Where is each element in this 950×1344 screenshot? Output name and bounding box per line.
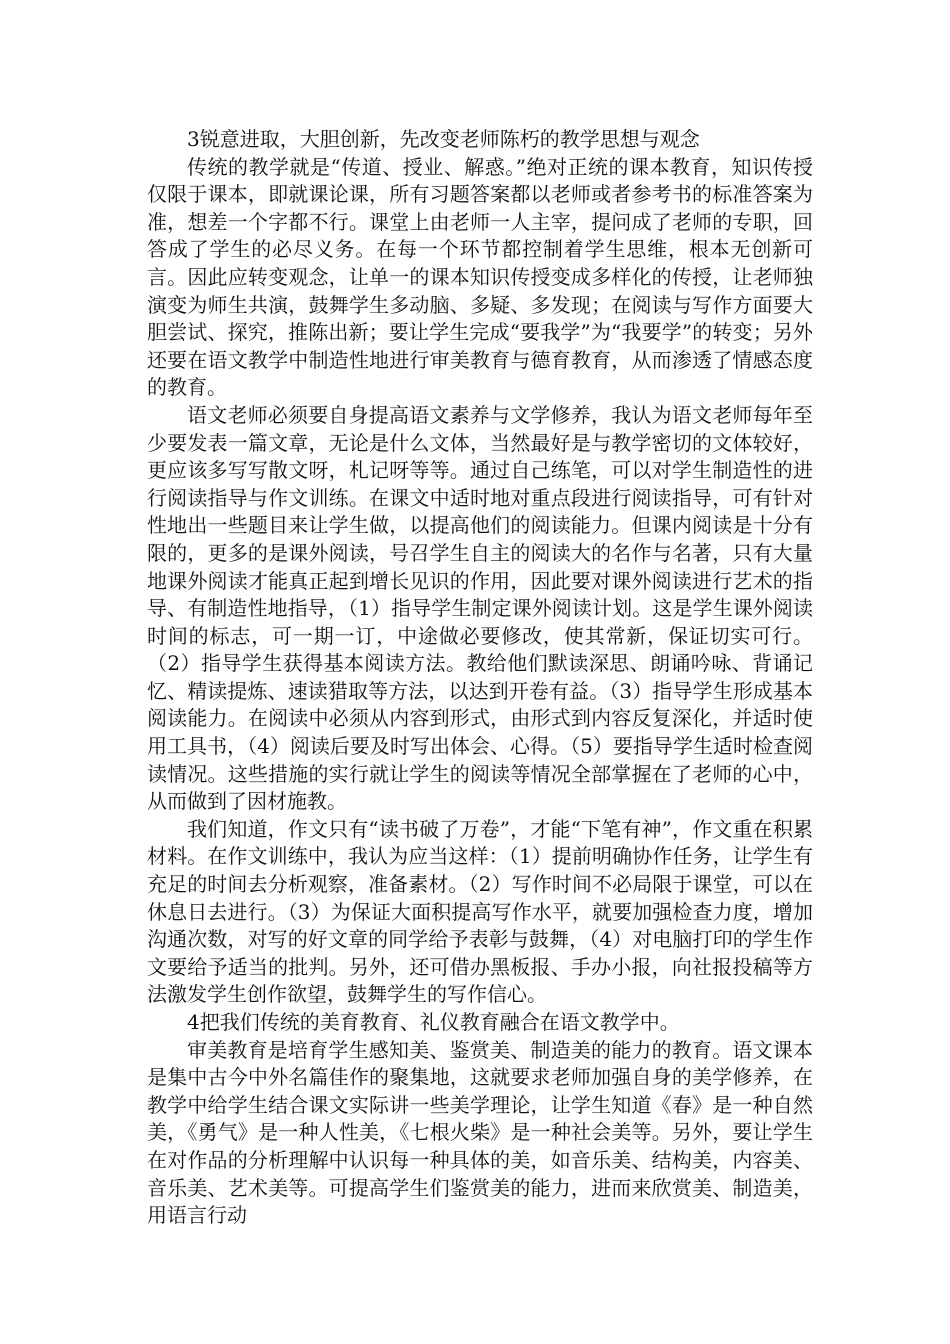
paragraph-heading-3: 3锐意进取，大胆创新，先改变老师陈朽的教学思想与观念 <box>187 127 700 151</box>
paragraph-reading-guidance: 语文老师必须要自身提高语文素养与文学修养，我认为语文老师每年至少要发表一篇文章，无论是什么文体，当然最好是与教学密切的文体较好，更应该多写写散文呀，札记呀等等。通过自己练笔，可以对学生制造性的进行阅读指导与作文训练。在课文中适时地对重点段进行阅读指导，可有针对性地出一些题目来让学生做，以提高他们的阅读能力。但课内阅读是十分有限的，更多的是课外阅读，号召学生自主的阅读大的名作与名著，只有大量地课外阅读才能真正起到增长见识的作用，因此要对课外阅读进行艺术的指导、有制造性地指导，（1）指导学生制定课外阅读计划。这是学生课外阅读时间的标志，可一期一订，中途做必要修改，使其常新，保证切实可行。（2）指导学生获得基本阅读方法。教给他们默读深思、朗诵吟咏、背诵记忆、精读提炼、速读猎取等方法，以达到开卷有益。（3）指导学生形成基本阅读能力。在阅读中必须从内容到形式，由形式到内容反复深化，并适时使用工具书，（4）阅读后要及时写出体会、心得。（5）要指导学生适时检查阅读情况。这些措施的实行就让学生的阅读等情况全部掌握在了老师的心中，从而做到了因材施教。 <box>147 402 813 814</box>
paragraph-writing-training: 我们知道，作文只有“读书破了万卷”，才能“下笔有神”，作文重在积累材料。在作文训练中，我认为应当这样：（1）提前明确协作任务，让学生有充足的时间去分析观察，准备素材。（2）写作时间不必局限于课堂，可以在休息日去进行。（3）为保证大面积提高写作水平，就要加强检查力度，增加沟通次数，对写的好文章的同学给予表彰与鼓舞，（4）对电脑打印的学生作文要给予适当的批判。另外，还可借办黑板报、手办小报，向社报投稿等方法激发学生创作欲望，鼓舞学生的写作信心。 <box>147 816 813 1007</box>
paragraph-heading-4: 4把我们传统的美育教育、礼仪教育融合在语文教学中。 <box>187 1010 680 1034</box>
document-body <box>147 126 813 1230</box>
paragraph-aesthetic-education: 审美教育是培育学生感知美、鉴赏美、制造美的能力的教育。语文课本是集中古今中外名篇佳作的聚集地，这就要求老师加强自身的美学修养，在教学中给学生结合课文实际讲一些美学理论，让学生知道《春》是一种自然美，《勇气》是一种人性美，《七根火柴》是一种社会美等。另外，要让学生在对作品的分析理解中认识每一种具体的美，如音乐美、结构美，内容美、音乐美、艺术美等。可提高学生们鉴赏美的能力，进而来欣赏美、制造美，用语言行动 <box>147 1037 813 1228</box>
paragraph-traditional-teaching: 传统的教学就是“传道、授业、解惑。”绝对正统的课本教育，知识传授仅限于课本，即就课论课，所有习题答案都以老师或者参考书的标准答案为准，想差一个字都不行。课堂上由老师一人主宰，提问成了老师的专职，回答成了学生的必尽义务。在每一个环节都控制着学生思维，根本无创新可言。因此应转变观念，让单一的课本知识传授变成多样化的传授，让老师独演变为师生共演，鼓舞学生多动脑、多疑、多发现；在阅读与写作方面要大胆尝试、探究，推陈出新；要让学生完成“要我学”为“我要学”的转变；另外还要在语文教学中制造性地进行审美教育与德育教育，从而渗透了情感态度的教育。 <box>147 154 813 400</box>
